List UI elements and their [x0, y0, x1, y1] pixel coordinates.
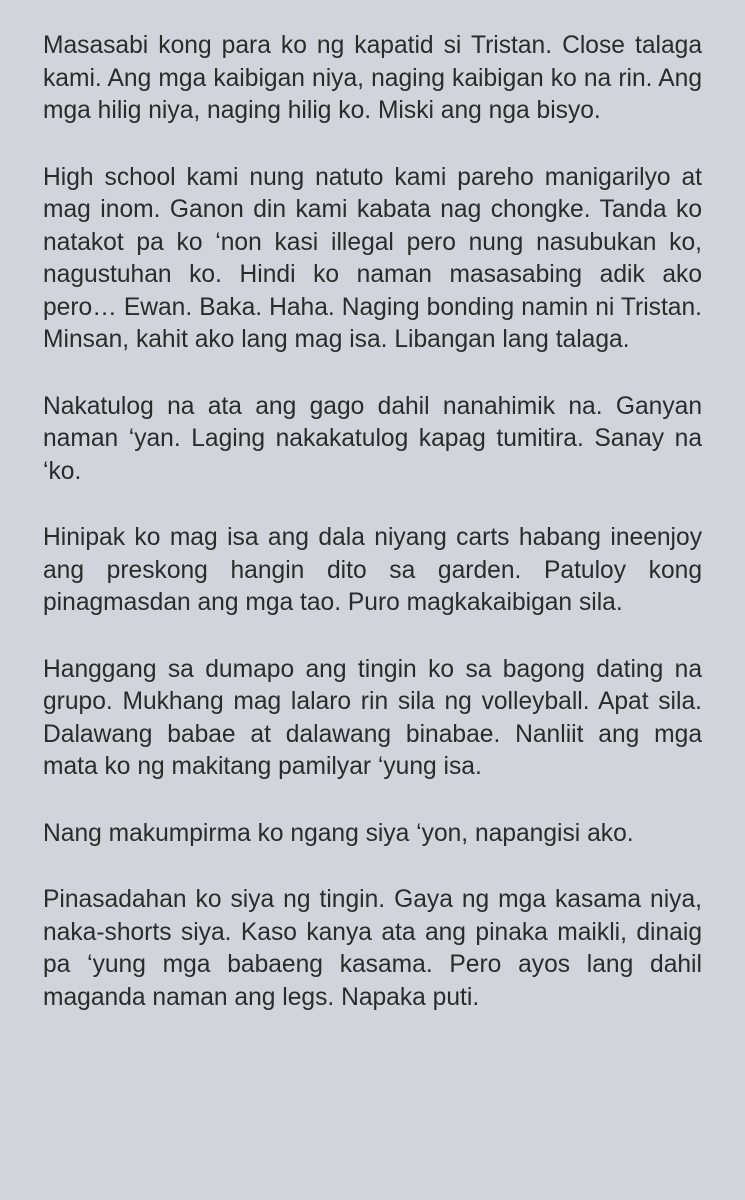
story-paragraph: Masasabi kong para ko ng kapatid si Tristan. Close talaga kami. Ang mga kaibigan niya, naging kaibigan ko na rin. Ang mga hilig niya, naging hilig ko. Miski ang nga bisyo.: [43, 32, 702, 124]
story-paragraph: Hinipak ko mag isa ang dala niyang carts habang ineenjoy ang preskong hangin dito sa garden. Patuloy kong pinagmasdan ang mga tao. Puro magkakaibigan sila.: [43, 524, 702, 616]
story-paragraph: Pinasadahan ko siya ng tingin. Gaya ng mga kasama niya, naka-shorts siya. Kaso kanya ata ang pinaka maikli, dinaig pa ‘yung mga babaeng kasama. Pero ayos lang dahil maganda naman ang legs. Napaka puti.: [43, 886, 702, 1011]
story-paragraph: Nang makumpirma ko ngang siya ‘yon, napangisi ako.: [43, 819, 634, 847]
story-paragraph: High school kami nung natuto kami pareho manigarilyo at mag inom. Ganon din kami kabata nag chongke. Tanda ko natakot pa ko ‘non kasi illegal pero nung nasubukan ko, nagustuhan ko. Hindi ko naman masasabing adik ako pero… Ewan. Baka. Haha. Naging bonding namin ni Tristan. Minsan, kahit ako lang mag isa. Libangan lang talaga.: [43, 163, 702, 353]
story-paragraph: Hanggang sa dumapo ang tingin ko sa bagong dating na grupo. Mukhang mag lalaro rin sila ng volleyball. Apat sila. Dalawang babae at dalawang binabae. Nanliit ang mga mata ko ng makitang pamilyar ‘yung isa.: [43, 655, 702, 780]
story-paragraph: Nakatulog na ata ang gago dahil nanahimik na. Ganyan naman ‘yan. Laging nakakatulog kapag tumitira. Sanay na ‘ko.: [43, 392, 702, 485]
